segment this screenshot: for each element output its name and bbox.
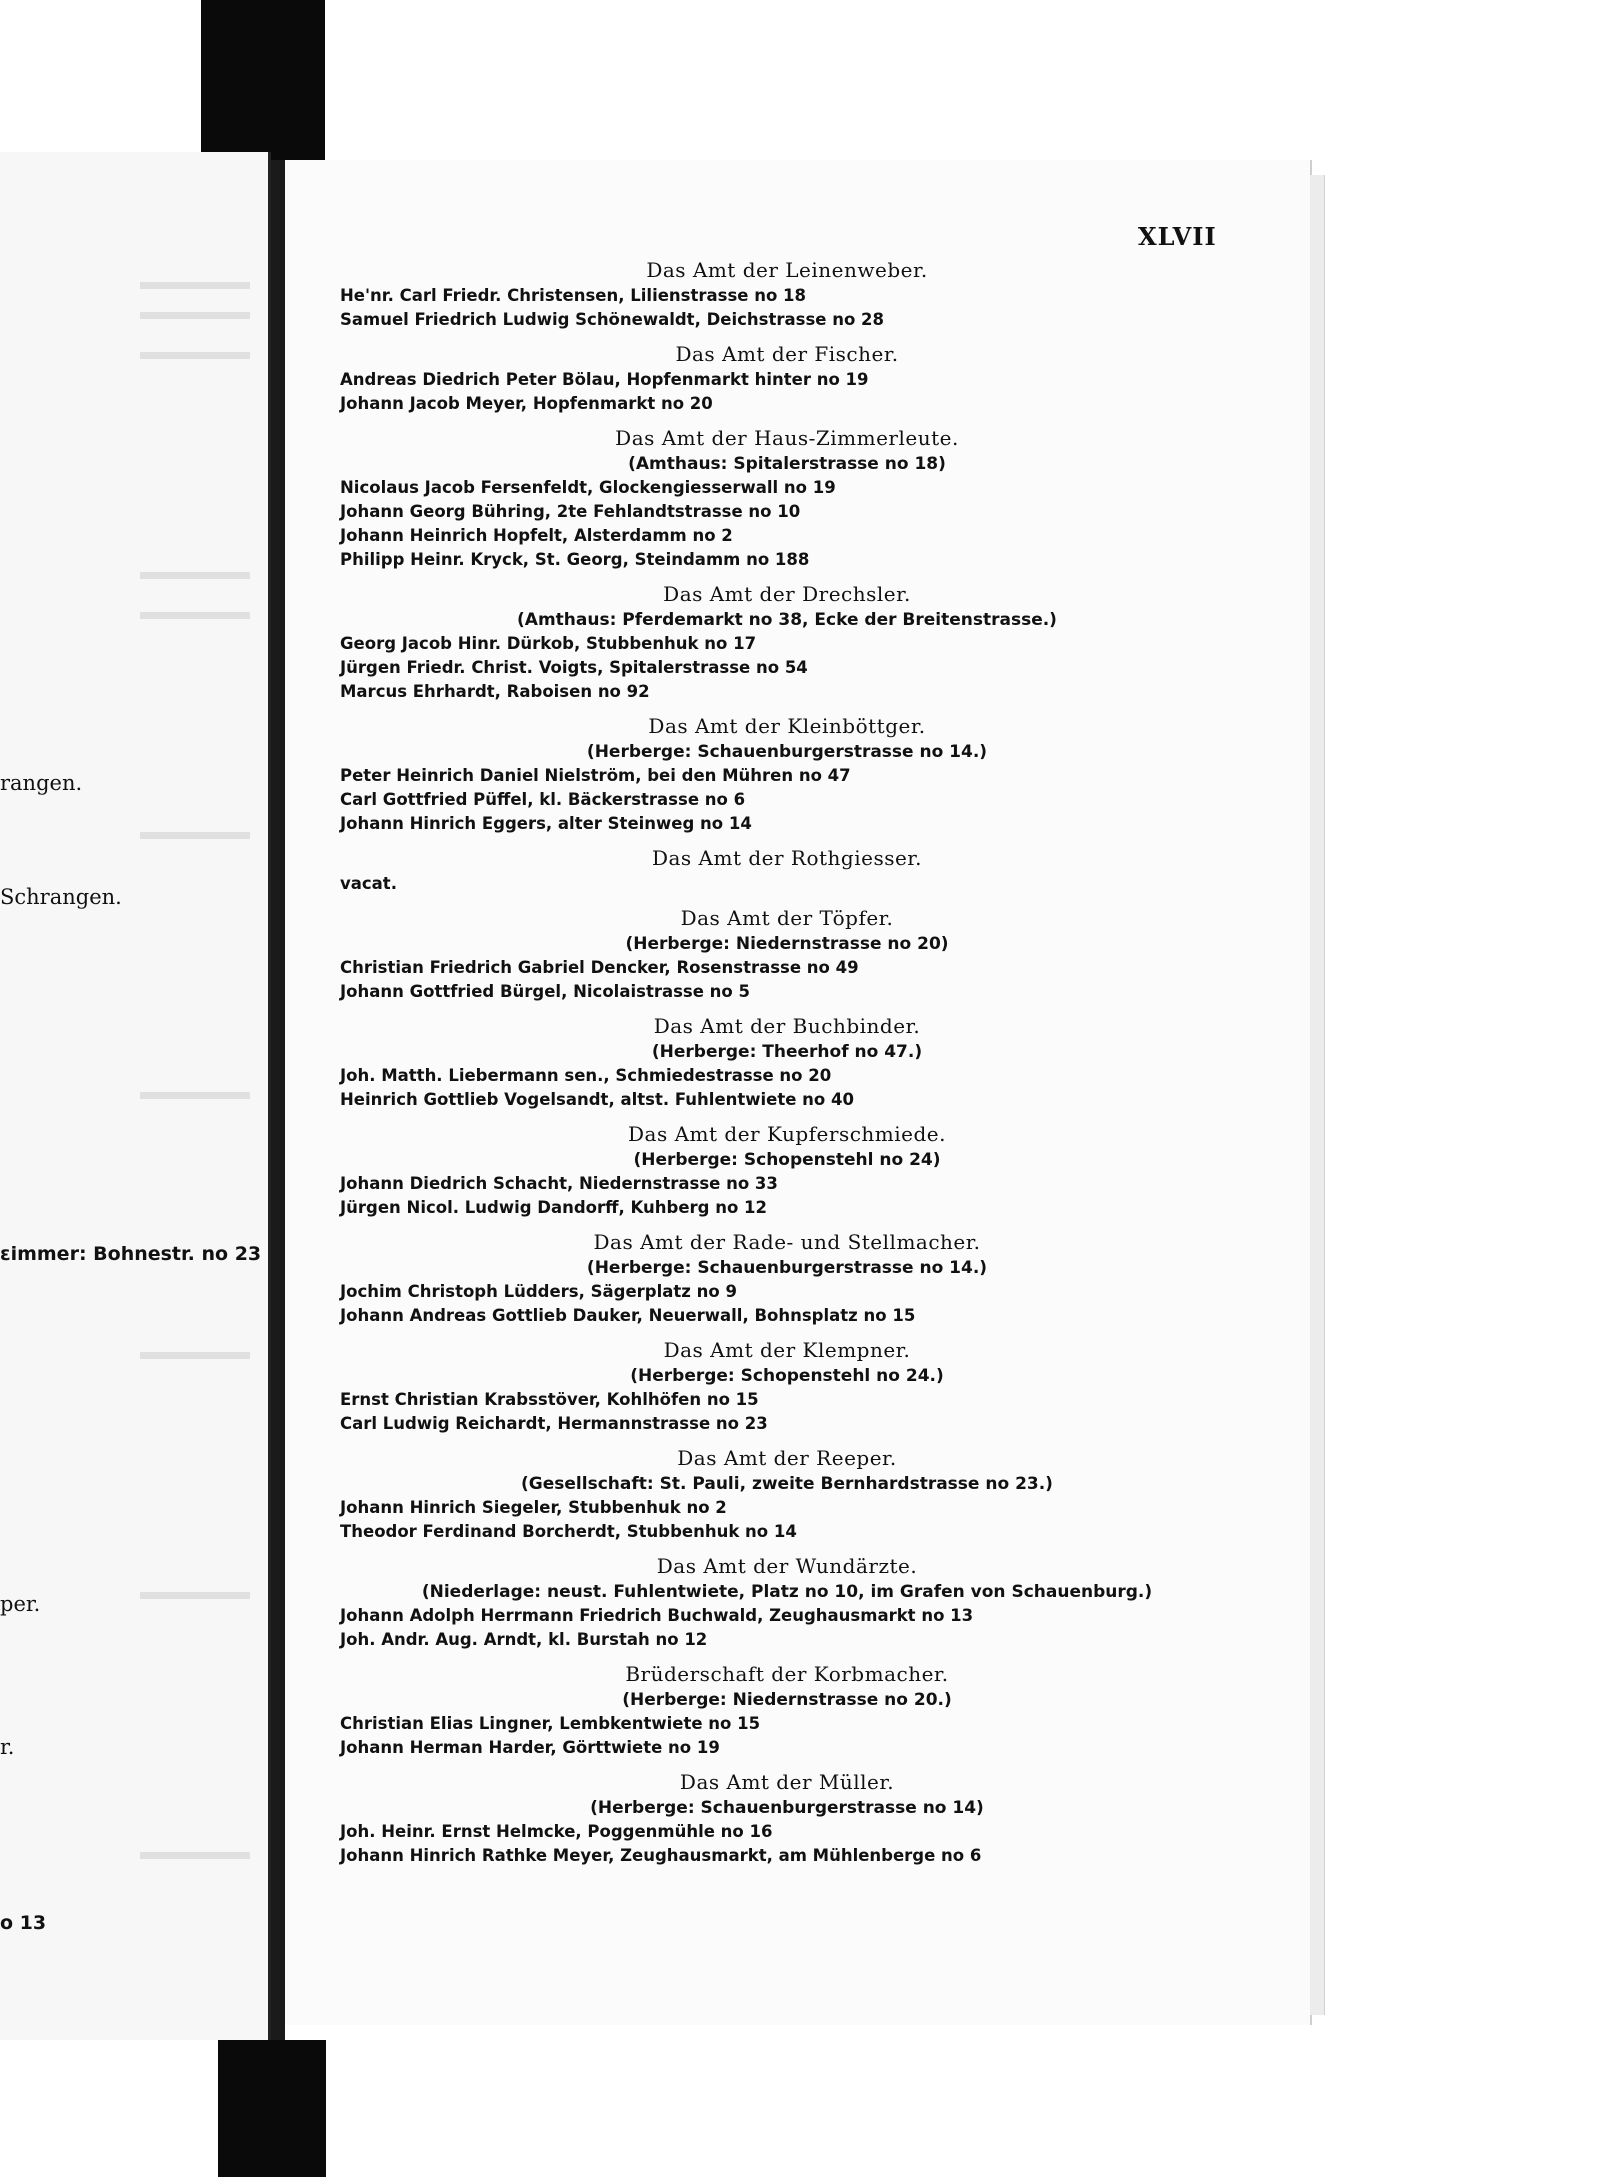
- section-note: (Herberge: Schauenburgerstrasse no 14.): [586, 1258, 988, 1278]
- guild-section: [322, 1336, 1252, 1436]
- member-entry: Christian Friedrich Gabriel Dencker, Rosenstrasse no 49: [340, 958, 859, 977]
- section-title: Das Amt der Buchbinder.: [653, 1014, 921, 1038]
- section-title: Das Amt der Kleinböttger.: [648, 714, 926, 738]
- section-title: Das Amt der Reeper.: [677, 1446, 897, 1470]
- member-entry: Philipp Heinr. Kryck, St. Georg, Steindamm no 188: [340, 550, 810, 569]
- section-title: Das Amt der Klempner.: [663, 1338, 911, 1362]
- guild-section: [322, 1660, 1252, 1760]
- section-title: Das Amt der Leinenweber.: [646, 258, 928, 282]
- left-fragment: r.: [0, 1735, 15, 1759]
- member-entry: Johann Hinrich Siegeler, Stubbenhuk no 2: [340, 1498, 727, 1517]
- guild-section: [322, 1552, 1252, 1652]
- left-fragment: ɛimmer: Bohnestr. no 23: [0, 1243, 262, 1265]
- guild-section: [322, 256, 1252, 332]
- member-entry: Johann Jacob Meyer, Hopfenmarkt no 20: [340, 394, 713, 413]
- member-entry: Theodor Ferdinand Borcherdt, Stubbenhuk no 14: [340, 1522, 797, 1541]
- member-entry: Johann Herman Harder, Görttwiete no 19: [340, 1738, 720, 1757]
- section-title: Das Amt der Fischer.: [675, 342, 899, 366]
- section-title: Das Amt der Kupferschmiede.: [628, 1122, 946, 1146]
- section-title: Das Amt der Rothgiesser.: [651, 846, 923, 870]
- member-entry: Georg Jacob Hinr. Dürkob, Stubbenhuk no 17: [340, 634, 757, 653]
- member-entry: Joh. Heinr. Ernst Helmcke, Poggenmühle no 16: [340, 1822, 773, 1841]
- section-title: Das Amt der Müller.: [679, 1770, 895, 1794]
- guild-directory: [322, 248, 1252, 1868]
- guild-section: [322, 712, 1252, 836]
- left-fragment: o 13: [0, 1912, 47, 1934]
- member-entry: Samuel Friedrich Ludwig Schönewaldt, Deichstrasse no 28: [340, 310, 884, 329]
- member-entry: vacat.: [340, 874, 397, 893]
- book-gutter: [271, 160, 285, 2040]
- page-number: XLVII: [1138, 222, 1217, 251]
- left-fragment: per.: [0, 1592, 41, 1616]
- section-title: Brüderschaft der Korbmacher.: [625, 1662, 949, 1686]
- binding-strip-top: [201, 0, 325, 160]
- section-title: Das Amt der Wundärzte.: [656, 1554, 918, 1578]
- left-fragment: Schrangen.: [0, 885, 122, 909]
- section-note: (Herberge: Schauenburgerstrasse no 14.): [586, 742, 988, 762]
- member-entry: Peter Heinrich Daniel Nielström, bei den Mühren no 47: [340, 766, 851, 785]
- member-entry: Joh. Matth. Liebermann sen., Schmiedestrasse no 20: [340, 1066, 832, 1085]
- member-entry: Jürgen Friedr. Christ. Voigts, Spitalerstrasse no 54: [340, 658, 808, 677]
- guild-section: [322, 340, 1252, 416]
- member-entry: Jürgen Nicol. Ludwig Dandorff, Kuhberg no 12: [340, 1198, 768, 1217]
- guild-section: [322, 1012, 1252, 1112]
- section-note: (Herberge: Theerhof no 47.): [651, 1042, 923, 1062]
- member-entry: Johann Heinrich Hopfelt, Alsterdamm no 2: [340, 526, 733, 545]
- section-note: (Amthaus: Pferdemarkt no 38, Ecke der Breitenstrasse.): [517, 610, 1057, 630]
- member-entry: Marcus Ehrhardt, Raboisen no 92: [340, 682, 650, 701]
- guild-section: [322, 1444, 1252, 1544]
- section-note: (Gesellschaft: St. Pauli, zweite Bernhardstrasse no 23.): [521, 1474, 1053, 1494]
- member-entry: Johann Hinrich Rathke Meyer, Zeughausmarkt, am Mühlenberge no 6: [340, 1846, 982, 1865]
- member-entry: Carl Ludwig Reichardt, Hermannstrasse no 23: [340, 1414, 768, 1433]
- left-page: [0, 152, 271, 2040]
- member-entry: Johann Gottfried Bürgel, Nicolaistrasse no 5: [340, 982, 750, 1001]
- member-entry: Johann Georg Bühring, 2te Fehlandtstrasse no 10: [340, 502, 801, 521]
- member-entry: Nicolaus Jacob Fersenfeldt, Glockengiesserwall no 19: [340, 478, 836, 497]
- section-note: (Herberge: Schopenstehl no 24.): [630, 1366, 944, 1386]
- guild-section: [322, 1768, 1252, 1868]
- member-entry: He'nr. Carl Friedr. Christensen, Lilienstrasse no 18: [340, 286, 807, 305]
- section-note: (Herberge: Schopenstehl no 24): [633, 1150, 941, 1170]
- guild-section: [322, 580, 1252, 704]
- section-title: Das Amt der Rade- und Stellmacher.: [593, 1230, 981, 1254]
- guild-section: [322, 1228, 1252, 1328]
- member-entry: Johann Hinrich Eggers, alter Steinweg no 14: [340, 814, 752, 833]
- binding-strip-bottom: [218, 2040, 326, 2177]
- section-note: (Herberge: Schauenburgerstrasse no 14): [590, 1798, 984, 1818]
- member-entry: Joh. Andr. Aug. Arndt, kl. Burstah no 12: [340, 1630, 708, 1649]
- guild-section: [322, 1120, 1252, 1220]
- guild-section: [322, 844, 1252, 896]
- page-edge: [1310, 175, 1325, 2015]
- section-title: Das Amt der Töpfer.: [680, 906, 894, 930]
- member-entry: Christian Elias Lingner, Lembkentwiete no 15: [340, 1714, 761, 1733]
- guild-section: [322, 904, 1252, 1004]
- section-note: (Herberge: Niedernstrasse no 20.): [622, 1690, 952, 1710]
- section-note: (Herberge: Niedernstrasse no 20): [625, 934, 949, 954]
- member-entry: Heinrich Gottlieb Vogelsandt, altst. Fuhlentwiete no 40: [340, 1090, 854, 1109]
- member-entry: Ernst Christian Krabsstöver, Kohlhöfen no 15: [340, 1390, 759, 1409]
- member-entry: Johann Andreas Gottlieb Dauker, Neuerwall, Bohnsplatz no 15: [340, 1306, 916, 1325]
- left-fragment: rangen.: [0, 771, 83, 795]
- section-note: (Niederlage: neust. Fuhlentwiete, Platz no 10, im Grafen von Schauenburg.): [421, 1582, 1153, 1602]
- section-title: Das Amt der Drechsler.: [663, 582, 911, 606]
- member-entry: Johann Adolph Herrmann Friedrich Buchwald, Zeughausmarkt no 13: [340, 1606, 974, 1625]
- section-title: Das Amt der Haus-Zimmerleute.: [615, 426, 959, 450]
- section-note: (Amthaus: Spitalerstrasse no 18): [628, 454, 946, 474]
- member-entry: Andreas Diedrich Peter Bölau, Hopfenmarkt hinter no 19: [340, 370, 869, 389]
- member-entry: Johann Diedrich Schacht, Niedernstrasse no 33: [340, 1174, 778, 1193]
- member-entry: Carl Gottfried Püffel, kl. Bäckerstrasse no 6: [340, 790, 746, 809]
- guild-section: [322, 424, 1252, 572]
- member-entry: Jochim Christoph Lüdders, Sägerplatz no 9: [340, 1282, 737, 1301]
